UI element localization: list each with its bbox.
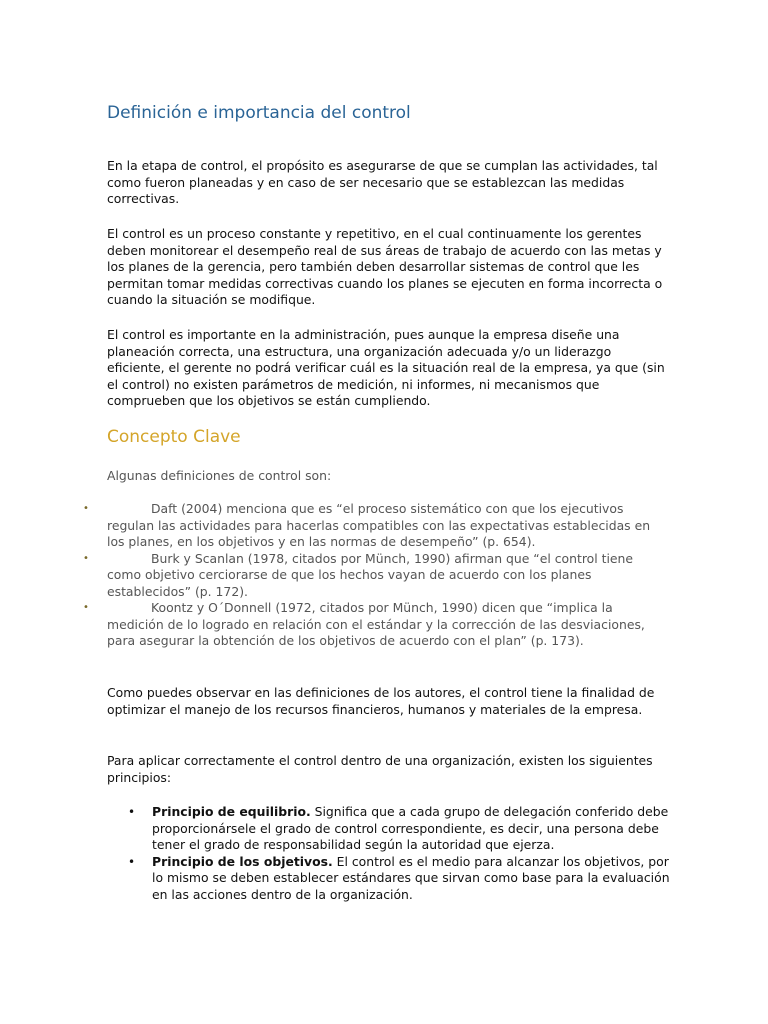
closing-paragraph-1: Como puedes observar en las definiciones de los autores, el control tiene la finalidad de optimizar el manejo de los recursos financieros, humanos y materiales de la empresa. (107, 685, 655, 717)
bullet-icon: • (83, 602, 89, 613)
bullet-icon: • (128, 805, 136, 819)
definition-text: Daft (2004) menciona que es “el proceso sistemático con que los ejecutivos regulan las actividades para hacerlas compatibles con las expectativas establecidas en los planes, en los objetivos y en las normas de desempeño” (p. 654). (107, 501, 651, 549)
definitions-list (83, 501, 667, 650)
principle-term: Principio de equilibrio. (152, 804, 311, 819)
principle-term: Principio de los objetivos. (152, 853, 333, 869)
section-heading-concepto-clave: Concepto Clave (107, 427, 241, 447)
intro-paragraph-2: El control es un proceso constante y repetitivo, en el cual continuamente los gerentes deben monitorear el desempeño real de sus áreas de trabajo de acuerdo con las metas y los planes de la gerencia, pero también deben desarrollar sistemas de control que les permitan tomar medidas correctivas cuando los planes se ejecuten en forma incorrecta o cuando la situación se modifique. (107, 226, 663, 307)
definitions-intro: Algunas definiciones de control son: (107, 468, 332, 483)
definition-item (83, 550, 667, 601)
principle-item (128, 853, 672, 904)
bullet-icon: • (83, 552, 89, 564)
bullet-icon: • (128, 854, 136, 869)
page-title: Definición e importancia del control (107, 103, 411, 123)
definition-text: Koontz y O´Donnell (1972, citados por Münch, 1990) dicen que “implica la medición de lo logrado en relación con el estándar y la corrección de las desviaciones, para asegurar la obtención de los objetivos de acuerdo con el plan” (p. 173). (107, 600, 645, 648)
intro-paragraph-3: El control es importante en la administración, pues aunque la empresa diseñe una planeación correcta, una estructura, una organización adecuada y/o un liderazgo eficiente, el gerente no podrá verificar cuál es la situación real de la empresa, ya que (sin el control) no existen parámetros de medición, ni informes, ni mecanismos que comprueben que los objetivos se están cumpliendo. (107, 327, 665, 408)
definition-text: Burk y Scanlan (1978, citados por Münch, 1990) afirman que “el control tiene como objetivo cerciorarse de que los hechos vayan de acuerdo con los planes establecidos” (p. 172). (107, 550, 634, 599)
principle-text: El control es el medio para alcanzar los objetivos, por lo mismo se deben establecer estándares que sirvan como base para la evaluación en las acciones dentro de la organización. (152, 853, 670, 902)
principle-item (128, 804, 672, 854)
principle-text: Significa que a cada grupo de delegación conferido debe proporcionársele el grado de control correspondiente, es decir, una persona debe tener el grado de responsabilidad según la autoridad que ejerza. (152, 804, 669, 852)
closing-paragraph-2: Para aplicar correctamente el control dentro de una organización, existen los siguientes principios: (107, 753, 653, 785)
intro-paragraph-1: En la etapa de control, el propósito es asegurarse de que se cumplan las actividades, tal como fueron planeadas y en caso de ser necesario que se establezcan las medidas correctivas. (107, 158, 658, 206)
bullet-icon: • (83, 503, 89, 514)
definition-item (83, 501, 667, 551)
principles-list (128, 804, 672, 903)
definition-item (83, 600, 667, 650)
